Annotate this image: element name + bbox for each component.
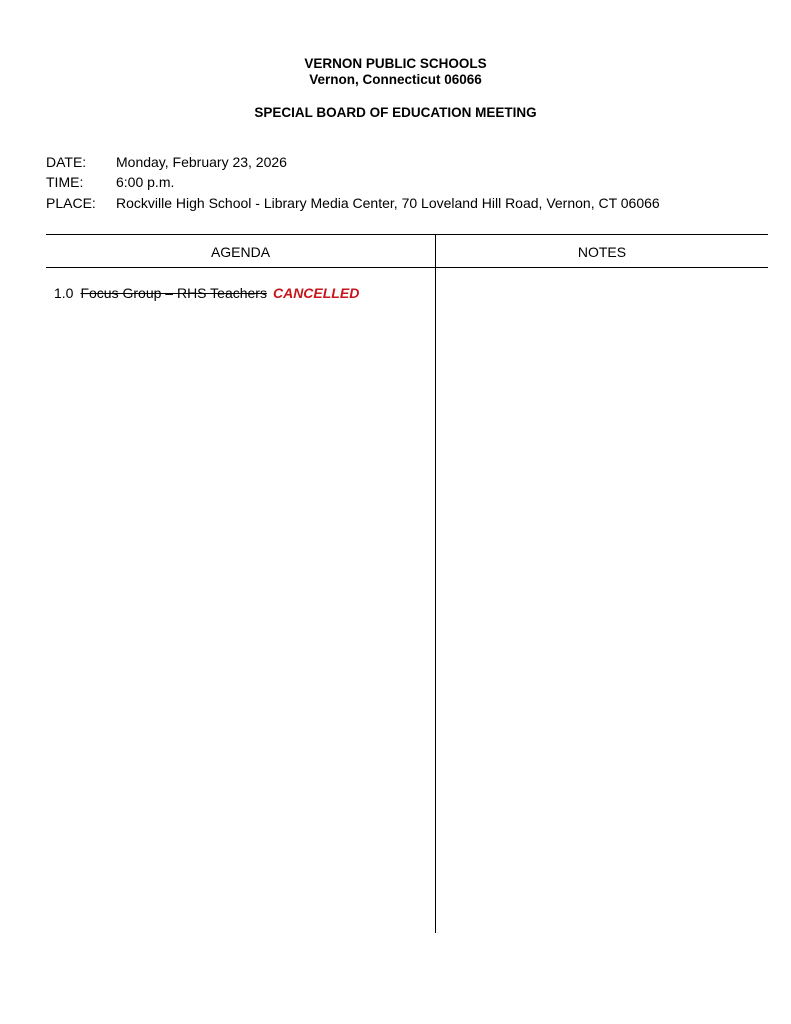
agenda-item-title: Focus Group – RHS Teachers [80,285,267,301]
agenda-item-number: 1.0 [54,285,74,301]
place-row [46,194,660,212]
column-divider [435,235,436,933]
agenda-column-header: AGENDA [210,244,271,260]
date-value: Monday, February 23, 2026 [116,154,287,170]
time-label: TIME: [46,174,84,190]
place-value: Rockville High School - Library Media Center, 70 Loveland Hill Road, Vernon, CT 06066 [116,195,660,211]
date-row [46,153,287,171]
date-label: DATE: [46,154,87,170]
time-value: 6:00 p.m. [116,174,175,190]
agenda-item-status: CANCELLED [272,285,360,301]
district-name: VERNON PUBLIC SCHOOLS [304,56,487,71]
time-row [46,173,174,191]
notes-column-header: NOTES [577,244,627,260]
agenda-item [54,285,359,302]
table-header-rule [46,267,768,268]
district-location: Vernon, Connecticut 06066 [309,72,482,87]
table-top-rule [46,234,768,235]
place-label: PLACE: [46,195,96,211]
meeting-title: SPECIAL BOARD OF EDUCATION MEETING [254,105,537,120]
